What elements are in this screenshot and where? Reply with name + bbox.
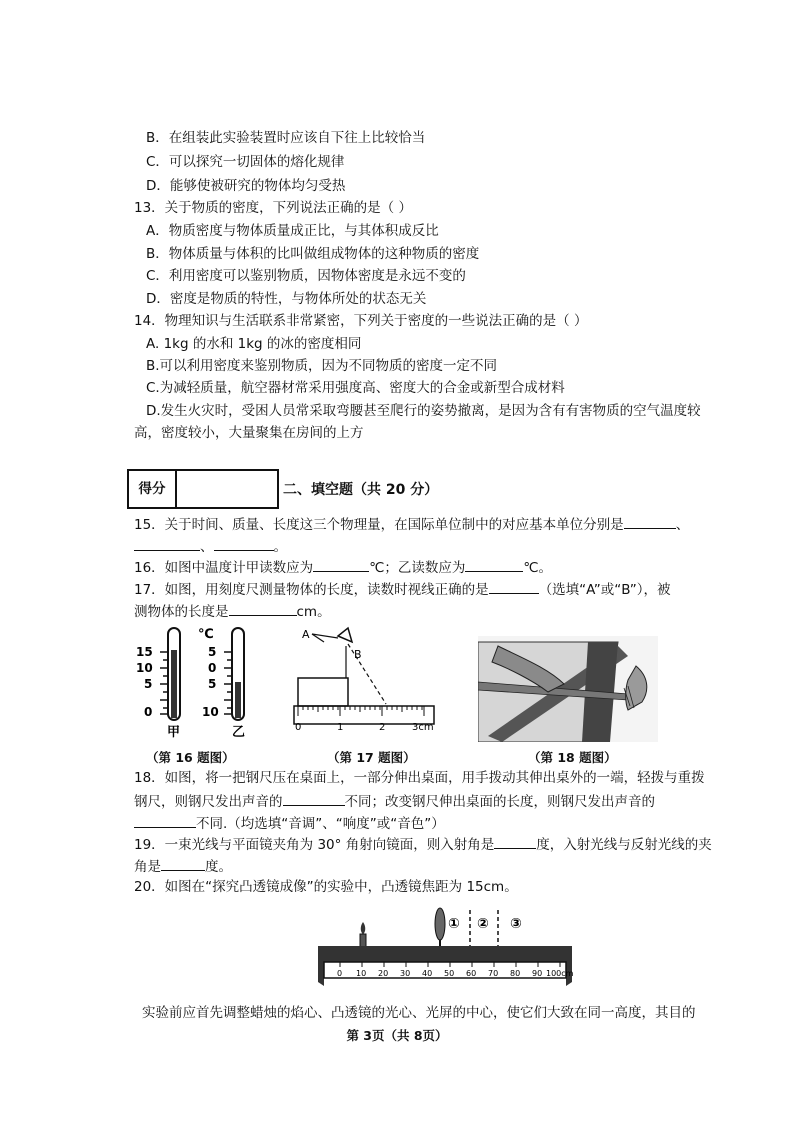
thermo-left-tick-5: 5 — [144, 677, 153, 691]
q15-blank-2[interactable] — [134, 536, 200, 551]
optical-bench-figure — [304, 900, 586, 992]
q16-blank-2[interactable] — [465, 557, 523, 572]
thermometer-right-liquid — [235, 682, 241, 718]
bench-tick-40: 40 — [422, 969, 433, 978]
q19-line2 — [134, 856, 232, 876]
q19-line1 — [134, 834, 712, 854]
q14-option-a: A. 1kg 的水和 1kg 的冰的密度相同 — [146, 336, 362, 352]
thermo-left-tick-0: 0 — [144, 705, 153, 719]
q18-blank-2[interactable] — [134, 813, 196, 828]
eye-icon — [338, 628, 352, 642]
thermometer-left-liquid — [171, 650, 177, 718]
q13-option-a: A．物质密度与物体质量成正比，与其体积成反比 — [146, 223, 439, 239]
q16-blank-1[interactable] — [313, 557, 369, 572]
q17-text-c: 测物体的长度是 — [134, 604, 229, 620]
q14-option-d-line1: D.发生火灾时，受困人员常采取弯腰甚至爬行的姿势撤离，是因为含有有害物质的空气温度较 — [146, 403, 701, 419]
measured-block — [298, 678, 348, 706]
ruler-figure — [290, 624, 440, 734]
q16-line — [134, 557, 552, 577]
q16-text-c: ℃。 — [523, 560, 553, 576]
candle-flame-icon — [361, 922, 366, 934]
thermo-label-left: 甲 — [167, 725, 181, 740]
q16-text-b: ℃；乙读数应为 — [369, 560, 466, 576]
q13-option-d: D．密度是物质的特性，与物体所处的状态无关 — [146, 291, 427, 307]
thermo-right-tick-0: 0 — [208, 661, 217, 675]
q18-line2 — [134, 791, 655, 811]
q19-text-a: 19．一束光线与平面镜夹角为 30° 角射向镜面，则入射角是 — [134, 837, 495, 853]
ruler-label-b: B — [354, 648, 362, 661]
q14-option-b: B.可以利用密度来鉴别物质，因为不同物质的密度一定不同 — [146, 358, 498, 374]
q12-option-c: C．可以探究一切固体的熔化规律 — [146, 154, 345, 170]
thermo-right-tick-5b: 5 — [208, 677, 217, 691]
ruler-ticks — [298, 706, 424, 716]
q13-stem: 13．关于物质的密度，下列说法正确的是（ ） — [134, 200, 412, 216]
bench-tick-20: 20 — [378, 969, 389, 978]
ruler-tick-3cm: 3cm — [412, 722, 434, 733]
q19-text-b: 度，入射光线与反射光线的夹 — [536, 837, 712, 853]
q18-text-c: 不同.（均选填“音调”、“响度”或“音色”） — [196, 816, 445, 832]
q20-last-line: 实验前应首先调整蜡烛的焰心、凸透镜的光心、光屏的中心，使它们大致在同一高度，其目的 — [142, 1005, 696, 1021]
figure-18-caption: （第 18 题图） — [528, 750, 617, 765]
thermo-left-tick-10: 10 — [136, 661, 153, 675]
q18-text-b: 不同；改变钢尺伸出桌面的长度，则钢尺发出声音的 — [344, 794, 655, 810]
ruler-tick-0: 0 — [295, 722, 302, 733]
q16-text-a: 16．如图中温度计甲读数应为 — [134, 560, 314, 576]
q13-option-c: C．利用密度可以鉴别物质，因物体密度是永远不变的 — [146, 268, 466, 284]
q15-line1 — [134, 514, 689, 534]
q12-option-b: B．在组装此实验装置时应该自下往上比较恰当 — [146, 130, 426, 146]
bench-tick-90: 90 — [532, 969, 543, 978]
q17-blank-2[interactable] — [229, 601, 297, 616]
q15-sep1: 、 — [675, 517, 690, 533]
bench-tick-0: 0 — [337, 969, 343, 978]
q19-text-c: 角是 — [134, 859, 161, 875]
q17-text-b: （选填“A”或“B”），被 — [538, 582, 671, 598]
figure-17-caption: （第 17 题图） — [327, 750, 416, 765]
q17-text-a: 17．如图，用刻度尺测量物体的长度，读数时视线正确的是 — [134, 582, 489, 598]
region-1-label: ① — [448, 916, 460, 932]
q15-sep2: 、 — [200, 539, 214, 555]
page-footer: 第 3页（共 8页） — [346, 1028, 448, 1043]
bench-tick-50: 50 — [444, 969, 455, 978]
q13-option-b: B．物体质量与体积的比叫做组成物体的这种物质的密度 — [146, 246, 480, 262]
q15-line2 — [134, 536, 287, 556]
q18-text-a: 钢尺，则钢尺发出声音的 — [134, 794, 283, 810]
thermo-right-tick-5a: 5 — [208, 645, 217, 659]
q15-end: 。 — [273, 539, 287, 555]
q14-stem: 14．物理知识与生活联系非常紧密，下列关于密度的一些说法正确的是（ ） — [134, 313, 588, 329]
q14-option-c: C.为减轻质量，航空器材常采用强度高、密度大的合金或新型合成材料 — [146, 380, 565, 396]
thermo-unit: ℃ — [198, 627, 214, 642]
bench-tick-70: 70 — [488, 969, 499, 978]
q17-blank-1[interactable] — [489, 579, 539, 594]
bench-tick-80: 80 — [510, 969, 521, 978]
thermo-right-tick-10: 10 — [202, 705, 219, 719]
convex-lens-icon — [435, 908, 445, 940]
thermo-label-right: 乙 — [232, 725, 246, 740]
q14-option-d-line2: 高，密度较小，大量聚集在房间的上方 — [134, 425, 364, 441]
q15-text: 15．关于时间、质量、长度这三个物理量，在国际单位制中的对应基本单位分别是 — [134, 517, 624, 533]
ruler-tick-2: 2 — [379, 722, 386, 733]
sight-line-dashed — [348, 644, 386, 704]
bench-tick-30: 30 — [400, 969, 411, 978]
region-3-label: ③ — [510, 916, 522, 932]
q18-blank-1[interactable] — [283, 791, 345, 806]
q19-text-d: 度。 — [205, 859, 232, 875]
thermometer-left-ticks — [160, 652, 168, 714]
q19-blank-2[interactable] — [161, 856, 205, 871]
ruler-tick-1: 1 — [337, 722, 344, 733]
q18-line3 — [134, 813, 445, 833]
figure-16-caption: （第 16 题图） — [146, 750, 235, 765]
thermometer-right-ticks — [224, 652, 232, 714]
q12-option-d: D．能够使被研究的物体均匀受热 — [146, 178, 346, 194]
bench-tick-100cm: 100cm — [546, 969, 574, 978]
q17-text-d: cm。 — [296, 604, 331, 620]
ruler-label-a: A — [302, 628, 310, 641]
region-2-label: ② — [477, 916, 489, 932]
q15-blank-3[interactable] — [214, 536, 274, 551]
bench-tick-10: 10 — [356, 969, 367, 978]
thermo-left-tick-15: 15 — [136, 645, 153, 659]
q15-blank-1[interactable] — [624, 514, 676, 529]
q19-blank-1[interactable] — [494, 834, 536, 849]
q17-line2 — [134, 601, 331, 621]
score-label: 得分 — [129, 471, 177, 507]
q18-line1: 18．如图，将一把钢尺压在桌面上，一部分伸出桌面，用手拨动其伸出桌外的一端，轻拨与重拨 — [134, 770, 705, 786]
score-box — [127, 469, 279, 509]
q20-stem: 20．如图在“探究凸透镜成像”的实验中，凸透镜焦距为 15cm。 — [134, 879, 518, 895]
q17-line1 — [134, 579, 671, 599]
section-title: 二、填空题（共 20 分） — [283, 482, 439, 498]
steel-ruler-photo — [478, 636, 658, 742]
bench-tick-60: 60 — [466, 969, 477, 978]
thermometer-figure — [132, 622, 262, 742]
